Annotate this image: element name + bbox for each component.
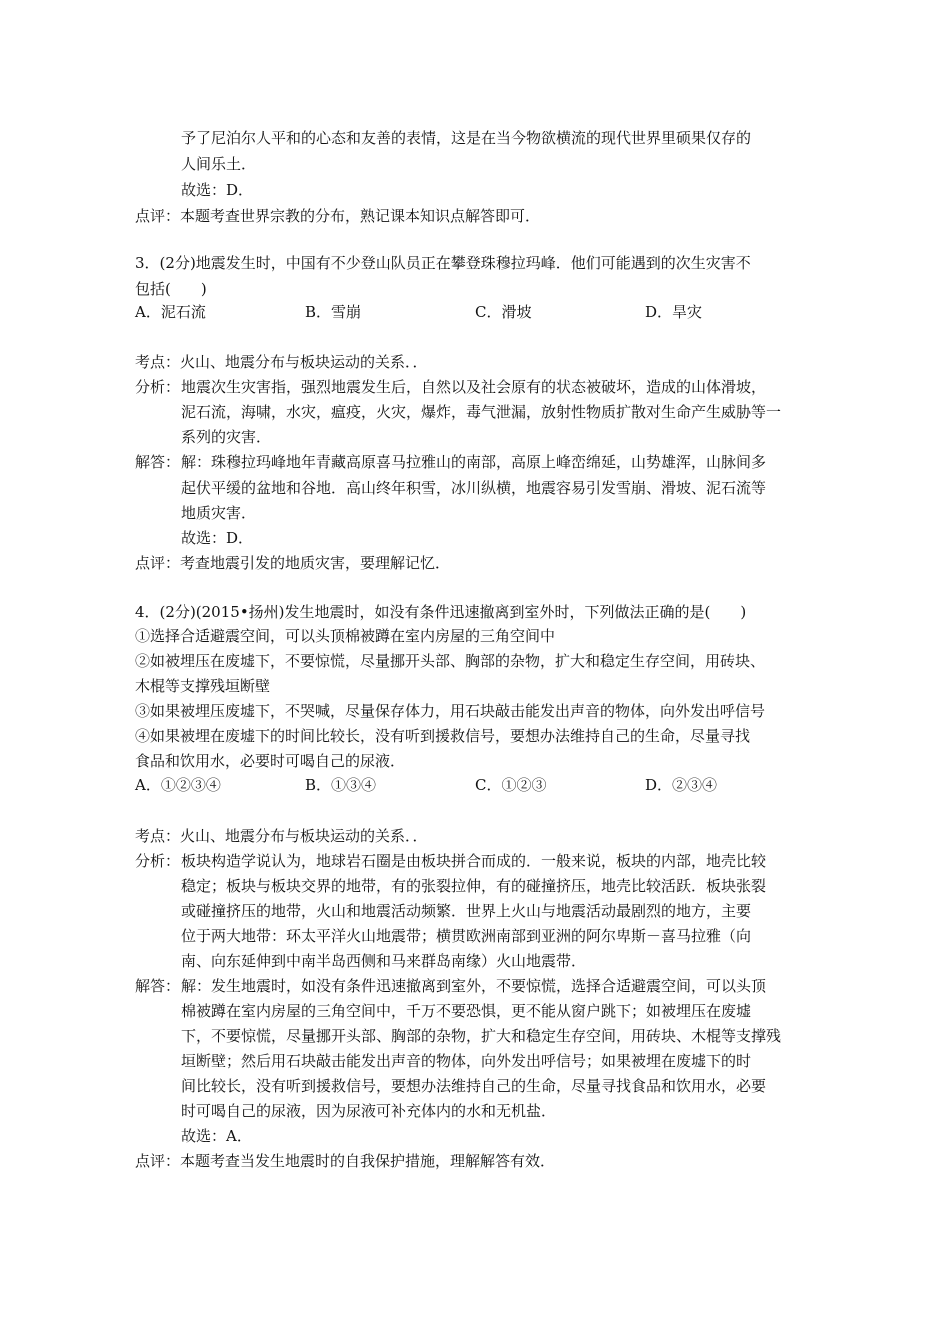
prev-comment: [135, 206, 540, 226]
prev-answer: 故选：D．: [181, 181, 254, 199]
q3-fenxi-label: 分析：: [135, 378, 181, 396]
prev-explanation-line-1: 予了尼泊尔人平和的心态和友善的表情，这是在当今物欲横流的现代世界里硕果仅存的: [181, 129, 752, 147]
q3-fenxi-line-3: 系列的灾害．: [181, 428, 272, 446]
q4-jieda-line-6: 时可喝自己的尿液，因为尿液可补充体内的水和无机盐．: [181, 1102, 557, 1120]
q4-fenxi-line-2: 稳定；板块与板块交界的地带，有的张裂拉伸，有的碰撞挤压，地壳比较活跃．板块张裂: [181, 877, 767, 895]
kaodian-text: 火山、地震分布与板块运动的关系．．: [180, 827, 428, 845]
kaodian-label: 考点：: [135, 827, 181, 845]
q3-stem-line-1: 3．(2分)地震发生时，中国有不少登山队员正在攀登珠穆拉玛峰．他们可能遇到的次生灾害不: [135, 254, 751, 272]
q4-option-d: D．②③④: [645, 776, 718, 794]
q4-item-4: ④如果被埋在废墟下的时间比较长，没有听到援救信号，要想办法维持自己的生命，尽量寻找: [135, 727, 751, 745]
q4-item-3: ③如果被埋压废墟下，不哭喊，尽量保存体力，用石块敲击能发出声音的物体，向外发出呼信号: [135, 702, 766, 720]
q4-jieda-line-4: 垣断壁；然后用石块敲击能发出声音的物体，向外发出呼信号；如果被埋在废墟下的时: [181, 1052, 752, 1070]
q4-jieda-line-2: 棉被蹲在室内房屋的三角空间中，千万不要恐惧，更不能从窗户跳下；如被埋压在废墟: [181, 1002, 752, 1020]
q4-answer: 故选：A．: [181, 1127, 252, 1145]
q3-kaodian: [135, 352, 428, 372]
q4-jieda-label: 解答：: [135, 977, 181, 995]
comment-label: 点评：: [135, 1152, 181, 1170]
q4-option-b: B．①③④: [305, 776, 377, 794]
q4-jieda-line-5: 间比较长，没有听到援救信号，要想办法维持自己的生命，尽量寻找食品和饮用水，必要: [181, 1077, 767, 1095]
q3-option-b: B．雪崩: [305, 303, 362, 321]
q4-item-2-cont: 木棍等支撑残垣断壁: [135, 677, 271, 695]
comment-text: 考查地震引发的地质灾害，要理解记忆．: [180, 554, 451, 572]
prev-explanation-line-2: 人间乐土．: [181, 155, 257, 173]
q3-fenxi-line-1: 地震次生灾害指，强烈地震发生后，自然以及社会原有的状态被破坏，造成的山体滑坡，: [181, 378, 767, 396]
q3-option-a: A．泥石流: [135, 303, 206, 321]
comment-label: 点评：: [135, 554, 181, 572]
q4-fenxi-line-5: 南、向东延伸到中南半岛西侧和马来群岛南缘）火山地震带．: [181, 952, 587, 970]
q4-item-1: ①选择合适避震空间，可以头顶棉被蹲在室内房屋的三角空间中: [135, 627, 556, 645]
kaodian-text: 火山、地震分布与板块运动的关系．．: [180, 353, 428, 371]
q3-comment: [135, 553, 450, 573]
q3-stem-line-2: 包括( ): [135, 280, 207, 298]
q4-option-c: C．①②③: [475, 776, 547, 794]
q3-answer: 故选：D．: [181, 529, 254, 547]
q4-fenxi-line-1: 板块构造学说认为，地球岩石圈是由板块拼合而成的．一般来说，板块的内部，地壳比较: [181, 852, 767, 870]
q3-jieda-line-1: 解：珠穆拉玛峰地年青藏高原喜马拉雅山的南部，高原上峰峦绵延，山势雄浑，山脉间多: [181, 453, 767, 471]
comment-text: 本题考查世界宗教的分布，熟记课本知识点解答即可．: [180, 207, 541, 225]
q4-option-a: A．①②③④: [135, 776, 221, 794]
q4-jieda-line-3: 下，不要惊慌，尽量挪开头部、胸部的杂物，扩大和稳定生存空间，用砖块、木棍等支撑残: [181, 1027, 782, 1045]
q4-fenxi-line-3: 或碰撞挤压的地带，火山和地震活动频繁．世界上火山与地震活动最剧烈的地方，主要: [181, 902, 752, 920]
q4-item-2: ②如被埋压在废墟下，不要惊慌，尽量挪开头部、胸部的杂物，扩大和稳定生存空间，用砖块、: [135, 652, 766, 670]
q3-option-d: D．旱灾: [645, 303, 703, 321]
comment-text: 本题考查当发生地震时的自我保护措施，理解解答有效．: [180, 1152, 556, 1170]
q4-jieda-line-1: 解：发生地震时，如没有条件迅速撤离到室外，不要惊慌，选择合适避震空间，可以头顶: [181, 977, 767, 995]
q4-comment: [135, 1151, 555, 1171]
kaodian-label: 考点：: [135, 353, 181, 371]
q3-jieda-label: 解答：: [135, 453, 181, 471]
q3-fenxi-line-2: 泥石流，海啸，水灾，瘟疫，火灾，爆炸，毒气泄漏，放射性物质扩散对生命产生威胁等一: [181, 403, 782, 421]
q4-stem-line-1: 4．(2分)(2015•扬州)发生地震时，如没有条件迅速撤离到室外时，下列做法正确的是( ): [135, 603, 747, 621]
q4-fenxi-line-4: 位于两大地带：环太平洋火山地震带；横贯欧洲南部到亚洲的阿尔卑斯－喜马拉雅（向: [181, 927, 752, 945]
q4-item-4-cont: 食品和饮用水，必要时可喝自己的尿液．: [135, 752, 406, 770]
q4-fenxi-label: 分析：: [135, 852, 181, 870]
q3-jieda-line-2: 起伏平缓的盆地和谷地．高山终年积雪，冰川纵横，地震容易引发雪崩、滑坡、泥石流等: [181, 479, 767, 497]
q3-jieda-line-3: 地质灾害．: [181, 504, 257, 522]
q4-kaodian: [135, 826, 428, 846]
comment-label: 点评：: [135, 207, 181, 225]
q3-option-c: C．滑坡: [475, 303, 532, 321]
